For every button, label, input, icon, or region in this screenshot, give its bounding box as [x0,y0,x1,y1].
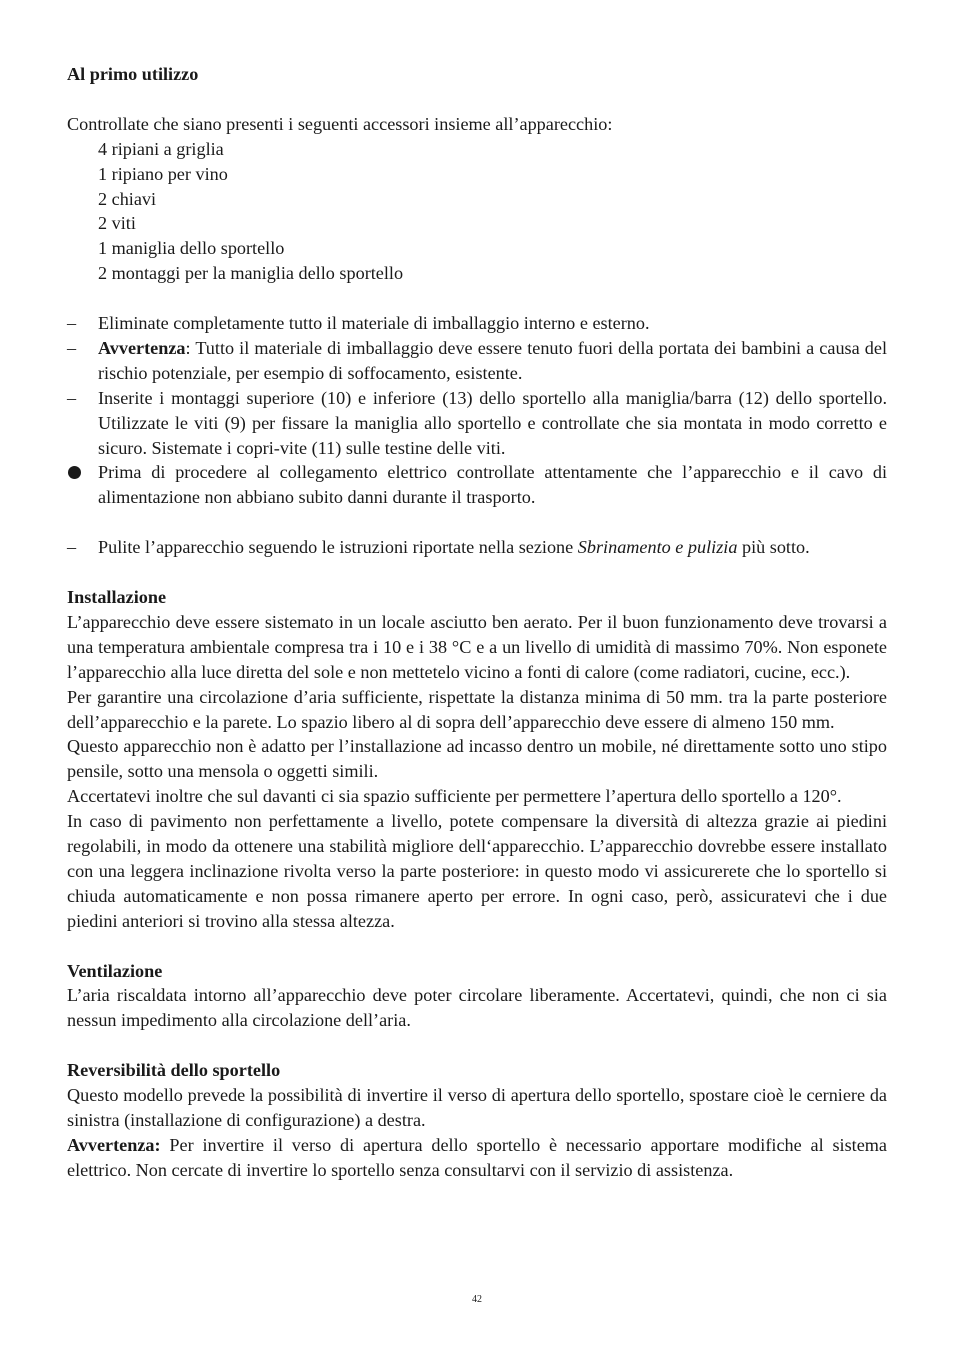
list-item: 2 viti [98,213,136,234]
list-item: 4 ripiani a griglia [98,138,224,159]
bullet-icon [68,466,81,479]
heading-first-use: Al primo utilizzo [67,64,199,84]
paragraph: Questo modello prevede la possibilità di invertire il verso di apertura dello sportello, spostare cioè le cerniere da sinistra (installazione di configurazione) a destra. [67,1085,887,1130]
step-warning-packaging: – Avvertenza: Tutto il materiale di imballaggio deve essere tenuto fuori della portata dei bambini a causa del rischio potenziale, per esempio di soffocamento, esistente. [67,337,887,383]
paragraph: L’apparecchio deve essere sistemato in un locale asciutto ben aerato. Per il buon funzionamento deve trovarsi a una temperatura ambientale compresa tra i 10 e i 38 °C e a un livello di umidità di massimo 70%. Non esponete l’apparecchio alla luce diretta del sole e non mettetelo vicino a fonti di calore (come radiatori, cucine, ecc.). [67,611,887,682]
warning-label: Avvertenza: [67,1134,161,1155]
paragraph: L’aria riscaldata intorno all’apparecchio deve poter circolare liberamente. Accertatevi, quindi, che non ci sia nessun impedimento alla circolazione dell’aria. [67,985,887,1031]
dash-marker: – [67,313,77,334]
step-check-damage: Prima di procedere al collegamento elettrico controllate attentamente che l’apparecchio e il cavo di alimentazione non abbiano subito danni durante il trasporto. [67,460,887,510]
dash-marker: – [67,537,77,558]
list-item: 2 chiavi [98,188,157,209]
list-item: 1 maniglia dello sportello [98,238,285,259]
accessories-intro: Controllate che siano presenti i seguenti accessori insieme all’apparecchio: [67,113,613,134]
paragraph: In caso di pavimento non perfettamente a livello, potete compensare la diversità di altezza grazie ai piedini regolabili, in modo da ottenere una stabilità migliore dell‘apparecchio. L’apparecchio dovrebbe essere installato con una leggera inclinazione rivolta verso la parte posteriore: in questo modo vi assicurerete che lo sportello si chiuda automaticamente e non possa rimanere aperto per errore. In ogni caso, però, assicuratevi che i due piedini anteriori si trovino alla stessa altezza. [67,811,887,931]
warning-label: Avvertenza [98,337,186,358]
accessories-list [67,137,887,286]
paragraph: Avvertenza: Per invertire il verso di apertura dello sportello è necessario apportare modifiche al sistema elettrico. Non cercate di invertire lo sportello senza consultarvi con il servizio di assistenza. [67,1134,887,1180]
section-reference: Sbrinamento e pulizia [577,537,738,558]
page-content [67,62,887,1183]
step-clean: – Pulite l’apparecchio seguendo le istruzioni riportate nella sezione Sbrinamento e pulizia più sotto. [67,535,887,560]
list-item: 2 montaggi per la maniglia dello sportello [98,263,404,284]
step-mount-handle: – Inserite i montaggi superiore (10) e inferiore (13) dello sportello alla maniglia/barra (12) dello sportello. Utilizzate le viti (9) per fissare la maniglia allo sportello e controllate che sia montata in modo corretto e sicuro. Sistemate i copri-vite (11) sulle testine delle viti. [67,387,887,458]
paragraph: Questo apparecchio non è adatto per l’installazione ad incasso dentro un mobile, né direttamente sotto uno stipo pensile, sotto una mensola o oggetti simili. [67,736,887,782]
list-item: 1 ripiano per vino [98,163,228,184]
heading-reversibility: Reversibilità dello sportello [67,1060,281,1081]
paragraph: Per garantire una circolazione d’aria sufficiente, rispettate la distanza minima di 50 mm. tra la parte posteriore dell’apparecchio e la parete. Lo spazio libero al di sopra dell’apparecchio deve essere di almeno 150 mm. [67,686,887,732]
paragraph: Accertatevi inoltre che sul davanti ci sia spazio sufficiente per permettere l’apertura dello sportello a 120°. [67,786,842,807]
dash-marker: – [67,387,77,408]
step-remove-packaging: – Eliminate completamente tutto il materiale di imballaggio interno e esterno. [67,311,887,336]
page-number: 42 [472,1294,482,1305]
heading-ventilation: Ventilazione [67,960,163,981]
heading-installation: Installazione [67,586,167,607]
dash-marker: – [67,337,77,358]
